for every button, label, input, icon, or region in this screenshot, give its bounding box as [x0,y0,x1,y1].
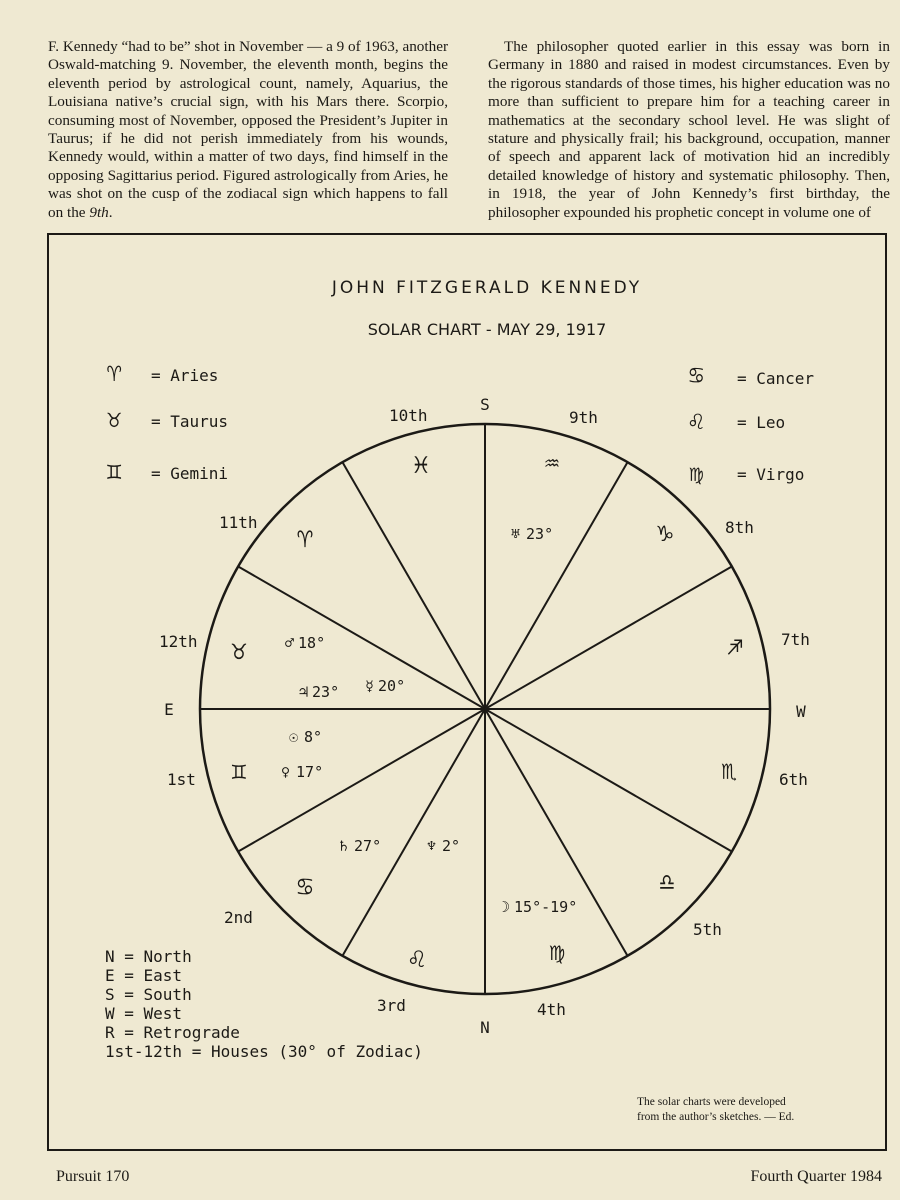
house-divider-line [485,567,732,710]
uranus-icon: ♅ [511,525,521,543]
venus-degree: 17° [296,763,324,781]
solar-chart-svg [49,235,885,1149]
sign-aquarius-icon: ♒ [544,448,560,478]
virgo-icon: ♍ [689,459,704,487]
leo-icon: ♌ [689,407,704,435]
emphasis-9th: 9th [89,203,109,221]
jupiter-degree: 23° [312,683,340,701]
mercury-icon: ☿ [365,677,375,695]
paragraph-tail: . [108,203,113,221]
sign-libra-icon: ♎ [659,868,675,898]
legend-cancer-label: = Cancer [737,369,815,388]
chart-title: JOHN FITZGERALD KENNEDY [331,278,643,298]
direction-west: W [796,702,806,721]
house-label-8th: 8th [725,518,754,537]
key-south: S = South [105,985,192,1004]
moon-degree: 15°-19° [514,898,578,916]
planet-sun [289,728,322,746]
gemini-icon: ♊ [107,457,122,485]
venus-icon: ♀ [281,763,291,781]
direction-north: N [480,1018,490,1037]
house-divider-line [343,709,486,956]
house-label-12th: 12th [159,632,198,651]
neptune-icon: ♆ [427,837,437,855]
legend-leo-label: = Leo [737,413,786,432]
mars-degree: 18° [298,634,326,652]
legend-taurus-label: = Taurus [151,412,229,431]
legend-virgo-label: = Virgo [737,465,805,484]
sign-scorpio-icon: ♏ [721,756,737,786]
house-label-4th: 4th [537,1000,566,1019]
house-label-9th: 9th [569,408,598,427]
house-divider-line [485,709,732,852]
house-label-10th: 10th [389,406,428,425]
caption-line-2: from the author’s sketches. — Ed. [637,1111,795,1123]
planet-neptune [427,837,460,855]
paragraph-text: F. Kennedy “had to be” shot in November — a 9 of 1963, another Oswald-matching 9. November, the eleventh month, begins the eleventh period by astrological count, namely, Aquarius, the Louisiana native’s crucial sign, with his Mars there. Scorpio, consuming most of November, opposed the President’s Jupiter in Taurus; if he did not perish immediately from his wounds, Kennedy would, within a matter of two days, find himself in the opposing Sagittarius period. Figured astrologically from Aries, he was shot on the cusp of the zodiacal sign which happens to fall on the [48,38,448,221]
footer-issue: Fourth Quarter 1984 [750,1168,882,1185]
sign-pisces-icon: ♓ [413,450,429,480]
article-column-right [488,38,890,222]
saturn-icon: ♄ [339,837,349,855]
key-north: N = North [105,947,192,966]
sign-aries-icon: ♈ [297,524,313,554]
house-dividers [200,424,770,994]
house-label-6th: 6th [779,770,808,789]
sign-leo-icon: ♌ [409,944,425,974]
planet-saturn [339,837,381,855]
house-divider-line [238,567,485,710]
house-divider-line [343,462,486,709]
sign-cancer-icon: ♋ [297,872,313,902]
sun-icon: ☉ [289,728,299,746]
house-label-11th: 11th [219,513,258,532]
planet-mars [285,634,325,652]
legend-aries-label: = Aries [151,366,219,385]
direction-east: E [164,700,174,719]
house-label-3rd: 3rd [377,996,406,1015]
legend-gemini-label: = Gemini [151,464,229,483]
key-west: W = West [105,1004,183,1023]
sign-capricorn-icon: ♑ [657,518,673,548]
planet-mercury [365,677,405,695]
house-label-1st: 1st [167,770,196,789]
footer-publication: Pursuit 170 [56,1168,130,1185]
uranus-degree: 23° [526,525,554,543]
house-label-2nd: 2nd [224,908,253,927]
key-houses: 1st-12th = Houses (30° of Zodiac) [105,1042,423,1061]
aries-icon: ♈ [107,359,122,387]
planet-moon [501,898,577,916]
sign-gemini-icon: ♊ [231,757,247,785]
planet-jupiter [299,683,339,701]
house-label-5th: 5th [693,920,722,939]
taurus-icon: ♉ [107,405,122,433]
saturn-degree: 27° [354,837,382,855]
key-east: E = East [105,966,183,985]
article-paragraph-left [48,38,448,222]
neptune-degree: 2° [442,837,461,855]
mercury-degree: 20° [378,677,406,695]
sign-virgo-icon: ♍ [549,937,565,967]
sign-taurus-icon: ♉ [231,636,247,666]
direction-south: S [480,395,490,414]
house-label-7th: 7th [781,630,810,649]
cancer-icon: ♋ [689,361,704,389]
jupiter-icon: ♃ [299,683,309,701]
chart-subtitle: SOLAR CHART - MAY 29, 1917 [367,320,607,339]
sign-sagittarius-icon: ♐ [727,632,743,662]
sun-degree: 8° [304,728,323,746]
house-divider-line [485,709,628,956]
house-divider-line [485,462,628,709]
chart-wheel [200,424,770,994]
mars-icon: ♂ [285,634,295,652]
house-divider-line [238,709,485,852]
planet-uranus [511,525,553,543]
caption-line-1: The solar charts were developed [637,1096,786,1108]
article-paragraph-right: The philosopher quoted earlier in this essay was born in Germany in 1880 and raised in modest circumstances. Even by the rigorous standards of those times, his higher education was no more than sufficient to prepare him for a teaching career in mathematics at the secondary school level. He was slight of stature and physically frail; his background, occupation, manner of speech and apparent lack of motivation hid an incredibly detailed knowledge of history and systematic philosophy. Then, in 1918, the year of John Kennedy’s first birthday, the philosopher expounded his prophetic concept in volume one of [488,38,890,221]
key-retrograde: R = Retrograde [105,1023,240,1042]
solar-chart-figure [47,233,887,1151]
planet-venus [281,763,323,781]
moon-icon: ☽ [501,898,511,916]
article-column-left [48,38,448,222]
